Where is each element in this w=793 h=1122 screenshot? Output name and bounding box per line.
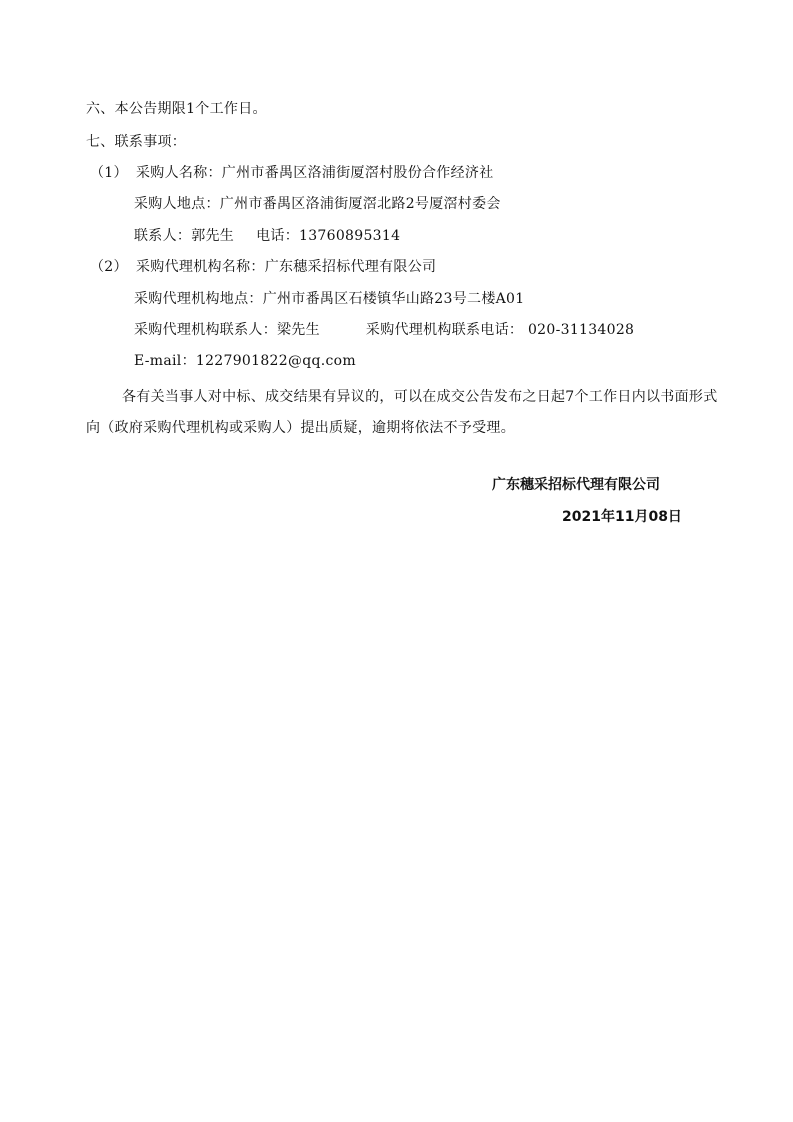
purchaser-name: 采购人名称：广州市番禺区洛浦街厦滘村股份合作经济社	[136, 165, 494, 181]
agency-name: 采购代理机构名称：广东穗采招标代理有限公司	[136, 259, 437, 275]
agency-name-line	[90, 257, 436, 277]
purchaser-name-line	[90, 163, 494, 183]
purchaser-address: 采购人地点：广州市番禺区洛浦街厦滘北路2号厦滘村委会	[134, 196, 501, 212]
section7-heading: 七、联系事项：	[86, 134, 187, 150]
purchaser-contact: 联系人：郭先生	[134, 228, 235, 244]
agency-address: 采购代理机构地点：广州市番禺区石楼镇华山路23号二楼A01	[134, 291, 525, 307]
agency-phone: 采购代理机构联系电话： 020-31134028	[365, 322, 635, 338]
agency-contact: 采购代理机构联系人：梁先生	[134, 322, 320, 338]
signature-date: 2021年11月08日	[562, 509, 682, 525]
agency-tag: （2）	[90, 259, 128, 275]
agency-contact-line	[134, 320, 634, 340]
purchaser-phone: 电话：13760895314	[256, 228, 401, 244]
signature-company: 广东穗采招标代理有限公司	[492, 477, 660, 493]
objection-paragraph: 各有关当事人对中标、成交结果有异议的，可以在成交公告发布之日起7个工作日内以书面形式向（政府采购代理机构或采购人）提出质疑，逾期将依法不予受理。	[86, 389, 718, 436]
purchaser-contact-line	[134, 226, 400, 246]
purchaser-tag: （1）	[90, 165, 128, 181]
agency-email: E-mail：1227901822@qq.com	[134, 353, 356, 369]
section6-text: 六、本公告期限1个工作日。	[86, 101, 267, 117]
